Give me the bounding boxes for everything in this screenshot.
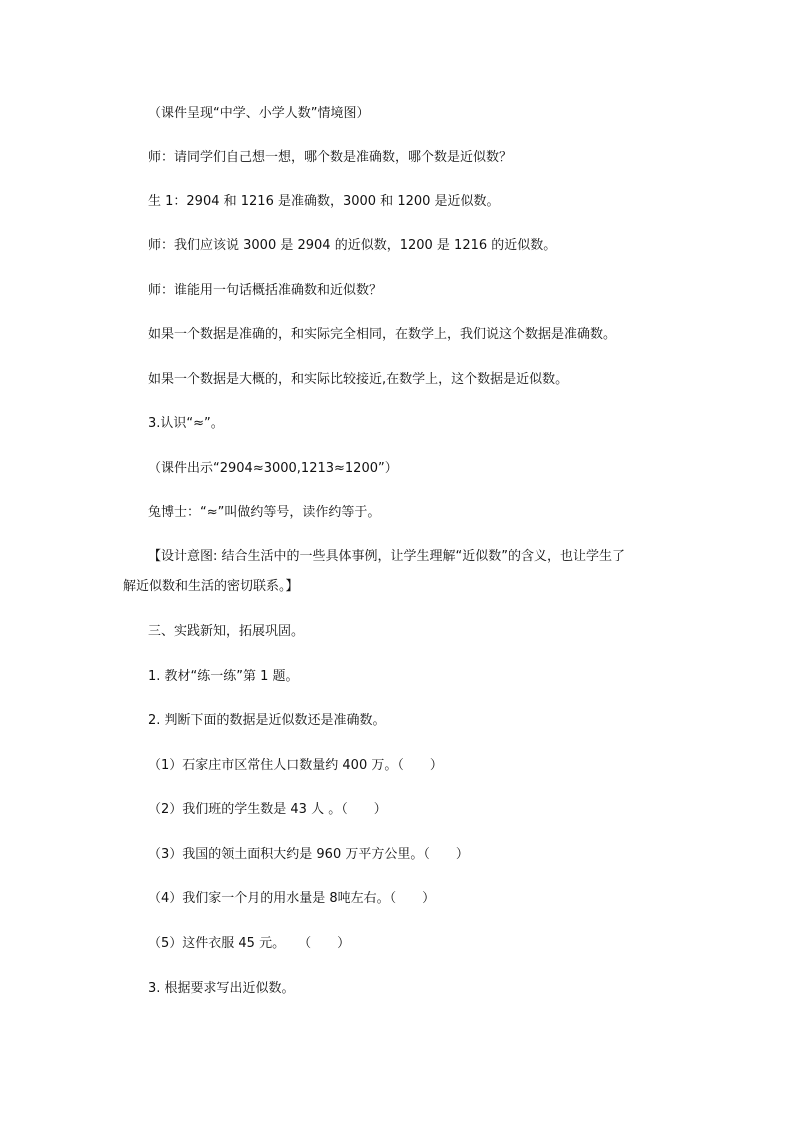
design-intent-continued: 解近似数和生活的密切联系。】 — [123, 579, 299, 594]
student-answer: 生 1：2904 和 1216 是准确数，3000 和 1200 是近似数。 — [148, 194, 500, 209]
definition-approx: 如果一个数据是大概的，和实际比较接近,在数学上，这个数据是近似数。 — [148, 372, 569, 387]
courseware-note: （课件呈现“中学、小学人数”情境图） — [148, 106, 370, 121]
exercise-subitem: （2）我们班的学生数是 43 人 。（ ） — [148, 802, 387, 817]
rabbit-doctor-line: 兔博士：“≈”叫做约等号，读作约等于。 — [148, 505, 381, 520]
exercise-subitem: （5）这件衣服 45 元。 （ ） — [148, 936, 351, 951]
exercise-item: 1. 教材“练一练”第 1 题。 — [148, 669, 299, 684]
exercise-item: 2. 判断下面的数据是近似数还是准确数。 — [148, 713, 386, 728]
exercise-item: 3. 根据要求写出近似数。 — [148, 981, 295, 996]
design-intent: 【设计意图: 结合生活中的一些具体事例，让学生理解“近似数”的含义，也让学生了 — [148, 549, 625, 564]
exercise-subitem: （3）我国的领土面积大约是 960 万平方公里。（ ） — [148, 847, 469, 862]
section-heading: 三、实践新知，拓展巩固。 — [148, 624, 305, 639]
definition-exact: 如果一个数据是准确的，和实际完全相同，在数学上，我们说这个数据是准确数。 — [148, 327, 617, 342]
courseware-note: （课件出示“2904≈3000,1213≈1200”） — [148, 461, 398, 476]
teacher-question: 师：请同学们自己想一想，哪个数是准确数，哪个数是近似数？ — [148, 150, 513, 165]
teacher-remark: 师：我们应该说 3000 是 2904 的近似数，1200 是 1216 的近似数。 — [148, 238, 557, 253]
exercise-subitem: （1）石家庄市区常住人口数量约 400 万。（ ） — [148, 758, 443, 773]
exercise-subitem: （4）我们家一个月的用水量是 8吨左右。（ ） — [148, 891, 436, 906]
section-heading: 3.认识“≈”。 — [148, 416, 224, 431]
teacher-question: 师：谁能用一句话概括准确数和近似数？ — [148, 283, 383, 298]
